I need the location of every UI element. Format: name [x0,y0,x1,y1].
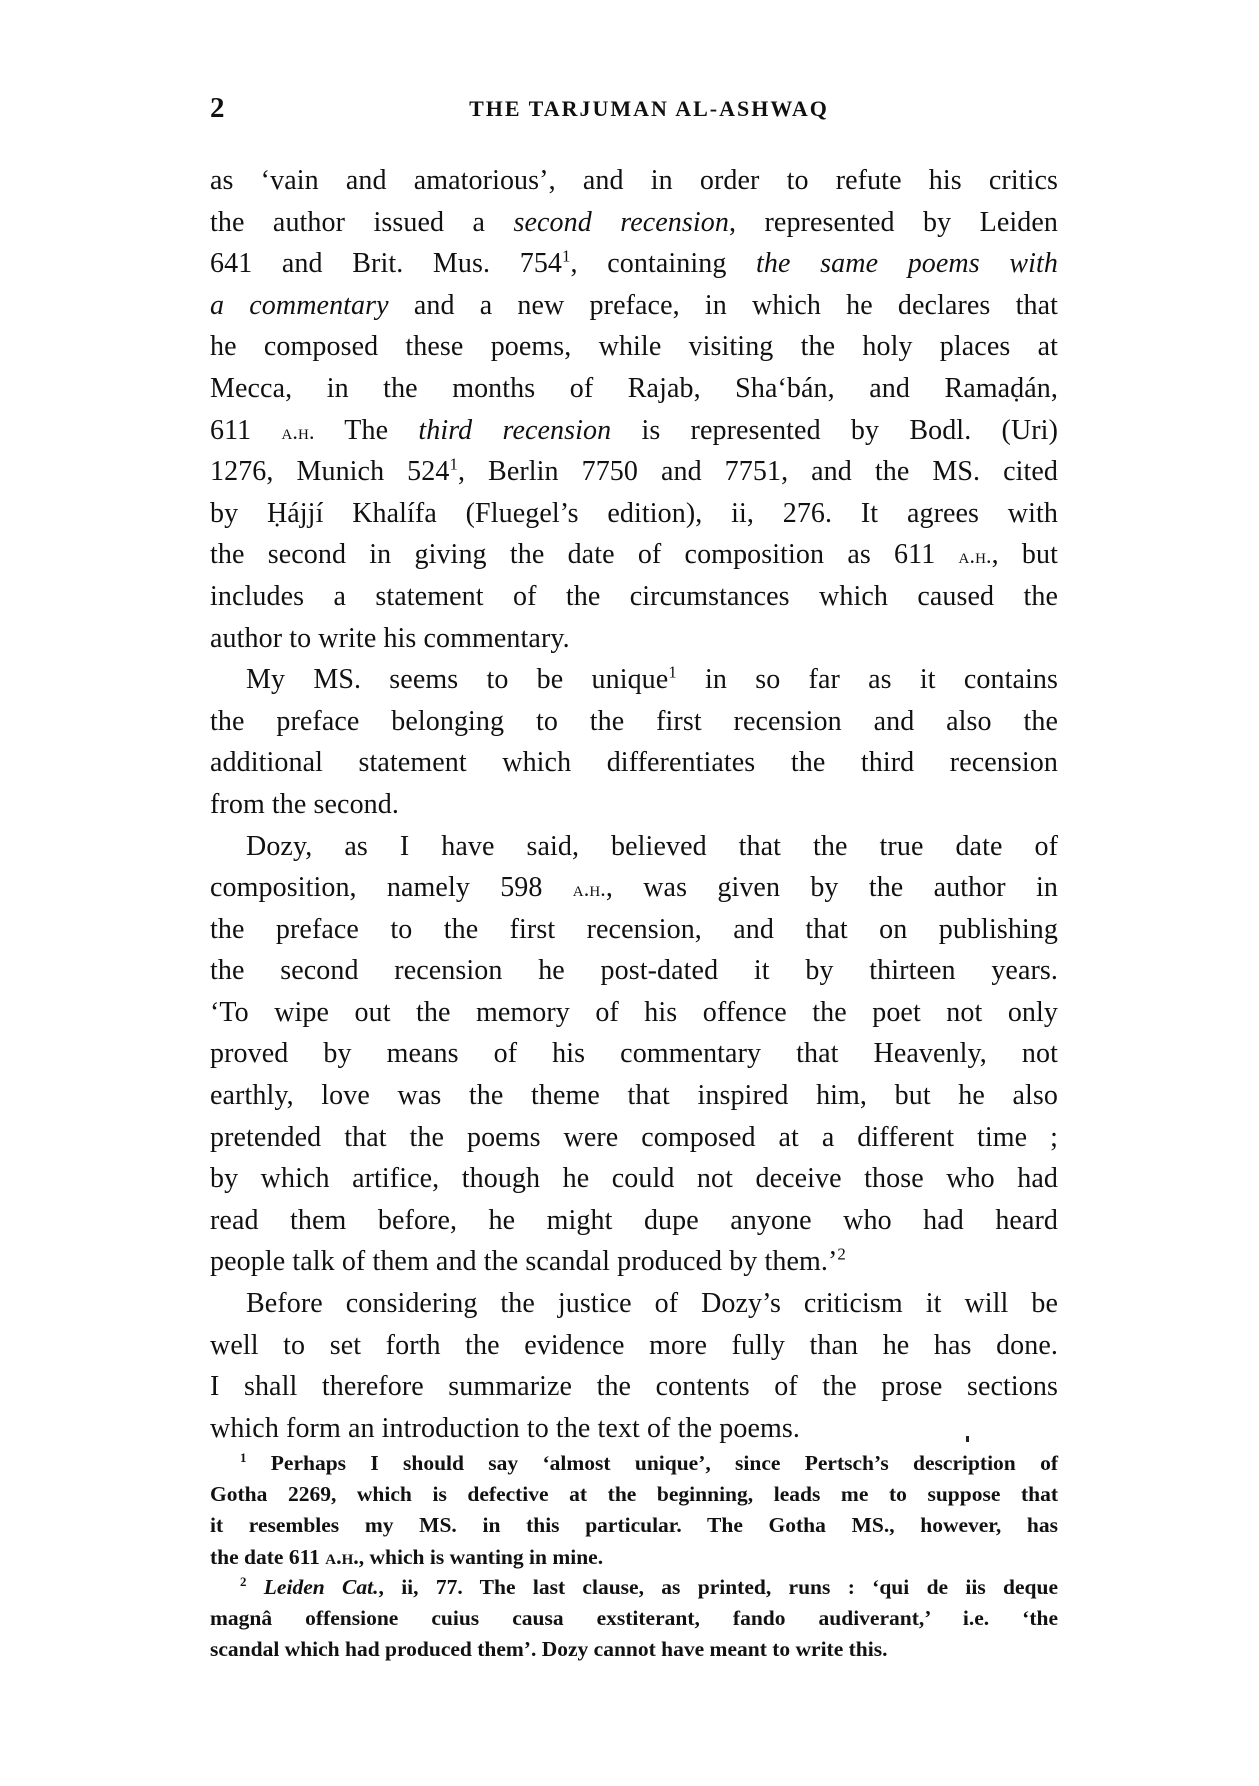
running-head [210,92,1058,132]
text-line: author to write his commentary. [210,622,570,654]
text-line: he composed these poems, while visiting the holy places at [210,331,1058,363]
footnote-line: magnâ offensione cuius causa exstiterant, fando audiverant,’ i.e. ‘the [210,1606,1058,1630]
text-line: pretended that the poems were composed at a different time ; [210,1121,1058,1153]
footnote-line: scandal which had produced them’. Dozy cannot have meant to write this. [210,1637,888,1661]
footnote-2 [210,1572,1058,1665]
text-line: Mecca, in the months of Rajab, Sha‘bán, and Ramaḍán, [210,372,1058,404]
paragraph-2 [210,659,1058,825]
text-line: well to set forth the evidence more fully than he has done. [210,1329,1058,1361]
footnote-line: $^1$ Perhaps I should say ‘almost unique’, since Pertsch’s description of [240,1450,1058,1475]
footnote-line: it resembles my MS. in this particular. The Gotha MS., however, has [210,1513,1058,1537]
text-line: by Ḥájjí Khalífa (Fluegel’s edition), ii, 276. It agrees with [210,497,1058,529]
text-line: read them before, he might dupe anyone who had heard [210,1204,1058,1236]
text-line: the author issued a second recension, represented by Leiden [210,206,1059,238]
text-line: I shall therefore summarize the contents of the prose sections [210,1371,1058,1403]
footnotes [210,1448,1058,1665]
text-line: 1276, Munich $524^1$, Berlin 7750 and 7751, and the MS. cited [210,454,1058,488]
text-line: the preface belonging to the first recension and also the [210,705,1058,737]
text-line: additional statement which differentiates the third recension [210,747,1058,779]
text-line: the second recension he post-dated it by thirteen years. [210,955,1058,987]
print-speck [966,1436,969,1442]
text-line: 641 and Brit. Mus. $754^1$, containing the same poems with [210,246,1058,280]
body-text [210,160,1058,1449]
paragraph-4 [210,1283,1058,1449]
text-line: as ‘vain and amatorious’, and in order to refute his critics [210,165,1058,196]
text-line: Dozy, as I have said, believed that the true date of [246,830,1058,862]
text-line: which form an introduction to the text of the poems. [210,1412,800,1444]
text-line: the second in giving the date of composition as 611 a.h., but [210,539,1059,571]
text-line: composition, namely 598 a.h., was given by the author in [210,872,1058,904]
paragraph-3 [210,826,1058,1284]
text-line: includes a statement of the circumstances which caused the [210,580,1058,612]
text-line: My MS. seems to be unique$^1$ in so far as it contains [246,662,1058,696]
paragraph-1 [210,160,1058,659]
text-line: earthly, love was the theme that inspired him, but he also [210,1080,1058,1112]
footnote-line: the date 611 a.h., which is wanting in mine. [210,1544,604,1569]
text-line: 611 a.h. The third recension is represented by Bodl. (Uri) [210,414,1058,446]
footnote-1 [210,1448,1058,1572]
text-line: people talk of them and the scandal produced by them.’$^2$ [210,1245,846,1278]
footnote-line: $^2$ Leiden Cat., ii, 77. The last clause, as printed, runs : ‘qui de iis deque [240,1574,1059,1599]
text-line: the preface to the first recension, and that on publishing [210,913,1058,945]
text-line: by which artifice, though he could not deceive those who had [210,1163,1058,1195]
text-line: proved by means of his commentary that Heavenly, not [210,1038,1058,1070]
page-number: 2 [210,92,225,124]
text-line: a commentary and a new preface, in which he declares that [210,289,1058,321]
text-line: Before considering the justice of Dozy’s criticism it will be [246,1288,1058,1320]
text-line: from the second. [210,788,399,820]
footnote-line: Gotha 2269, which is defective at the beginning, leads me to suppose that [210,1482,1058,1506]
text-line: ‘To wipe out the memory of his offence the poet not only [210,996,1058,1028]
running-title: THE TARJUMAN AL-ASHWAQ [469,96,829,121]
